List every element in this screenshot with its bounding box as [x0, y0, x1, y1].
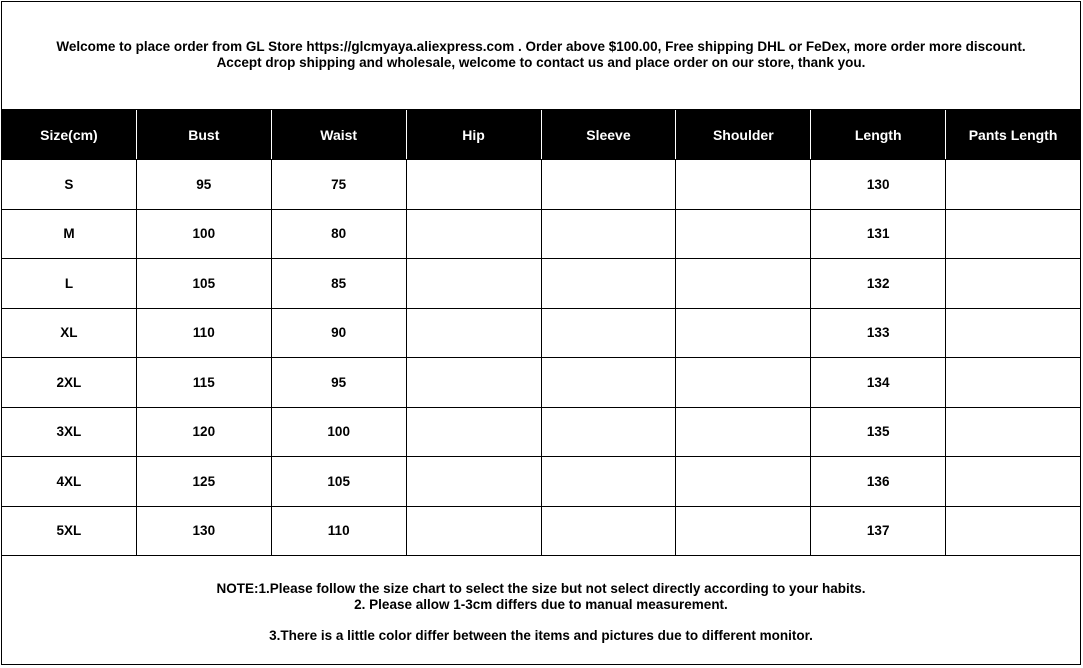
store-header [2, 2, 1080, 110]
table-cell [946, 160, 1081, 210]
table-cell: 105 [136, 259, 271, 309]
table-cell: L [2, 259, 137, 309]
table-body [2, 160, 1081, 556]
note-line-1: NOTE:1.Please follow the size chart to select the size but not select directly according to your habits. [216, 581, 866, 596]
table-cell [676, 308, 811, 358]
table-cell: 130 [811, 160, 946, 210]
table-cell: 105 [271, 457, 406, 507]
table-cell: 133 [811, 308, 946, 358]
table-cell: M [2, 209, 137, 259]
table-cell [676, 407, 811, 457]
table-cell [541, 407, 676, 457]
table-cell: 130 [136, 506, 271, 556]
table-cell [946, 209, 1081, 259]
table-row [2, 358, 1081, 408]
table-cell [541, 358, 676, 408]
table-row [2, 457, 1081, 507]
table-cell: S [2, 160, 137, 210]
table-cell [676, 209, 811, 259]
table-cell [541, 457, 676, 507]
table-cell: 85 [271, 259, 406, 309]
table-cell: 80 [271, 209, 406, 259]
column-header: Size(cm) [2, 111, 137, 160]
table-cell [541, 308, 676, 358]
table-cell [541, 259, 676, 309]
column-header: Length [811, 111, 946, 160]
table-cell: 100 [271, 407, 406, 457]
column-header: Hip [406, 111, 541, 160]
table-row [2, 506, 1081, 556]
table-row [2, 209, 1081, 259]
column-header: Bust [136, 111, 271, 160]
table-cell: 135 [811, 407, 946, 457]
table-cell [406, 407, 541, 457]
column-header: Sleeve [541, 111, 676, 160]
table-cell: 137 [811, 506, 946, 556]
table-cell [676, 259, 811, 309]
table-cell [676, 358, 811, 408]
table-cell [406, 209, 541, 259]
table-cell: XL [2, 308, 137, 358]
table-cell [541, 160, 676, 210]
table-row [2, 407, 1081, 457]
table-cell [541, 209, 676, 259]
table-cell: 5XL [2, 506, 137, 556]
table-cell: 75 [271, 160, 406, 210]
table-cell: 134 [811, 358, 946, 408]
table-cell: 136 [811, 457, 946, 507]
table-cell [946, 259, 1081, 309]
table-cell [676, 457, 811, 507]
table-header-row [2, 111, 1081, 160]
size-table [1, 110, 1081, 556]
table-cell: 110 [136, 308, 271, 358]
note-line-3: 3.There is a little color differ between the items and pictures due to different monitor. [269, 628, 813, 643]
table-cell [406, 506, 541, 556]
table-cell: 110 [271, 506, 406, 556]
table-cell [406, 358, 541, 408]
table-row [2, 259, 1081, 309]
table-cell: 4XL [2, 457, 137, 507]
table-cell [406, 457, 541, 507]
table-cell [541, 506, 676, 556]
table-cell [676, 506, 811, 556]
header-line-2: Accept drop shipping and wholesale, welcome to contact us and place order on our store, thank you. [216, 54, 866, 70]
note-line-2: 2. Please allow 1-3cm differs due to manual measurement. [354, 597, 728, 612]
table-cell: 2XL [2, 358, 137, 408]
table-cell: 100 [136, 209, 271, 259]
column-header: Waist [271, 111, 406, 160]
table-cell [406, 160, 541, 210]
column-header: Shoulder [676, 111, 811, 160]
table-cell: 95 [271, 358, 406, 408]
size-chart [1, 1, 1081, 665]
table-cell [946, 506, 1081, 556]
table-row [2, 308, 1081, 358]
table-cell [946, 358, 1081, 408]
table-cell: 125 [136, 457, 271, 507]
table-cell [406, 259, 541, 309]
table-cell: 90 [271, 308, 406, 358]
table-cell [406, 308, 541, 358]
table-cell: 132 [811, 259, 946, 309]
header-line-1: Welcome to place order from GL Store https://glcmyaya.aliexpress.com . Order above $100.00, Free shipping DHL or FeDex, more order more discount. [56, 38, 1026, 54]
table-cell: 131 [811, 209, 946, 259]
table-cell [946, 308, 1081, 358]
table-cell [676, 160, 811, 210]
table-row [2, 160, 1081, 210]
table-cell: 115 [136, 358, 271, 408]
table-cell: 3XL [2, 407, 137, 457]
column-header: Pants Length [946, 111, 1081, 160]
table-cell [946, 457, 1081, 507]
note-section [2, 558, 1080, 664]
table-cell [946, 407, 1081, 457]
table-cell: 120 [136, 407, 271, 457]
table-cell: 95 [136, 160, 271, 210]
